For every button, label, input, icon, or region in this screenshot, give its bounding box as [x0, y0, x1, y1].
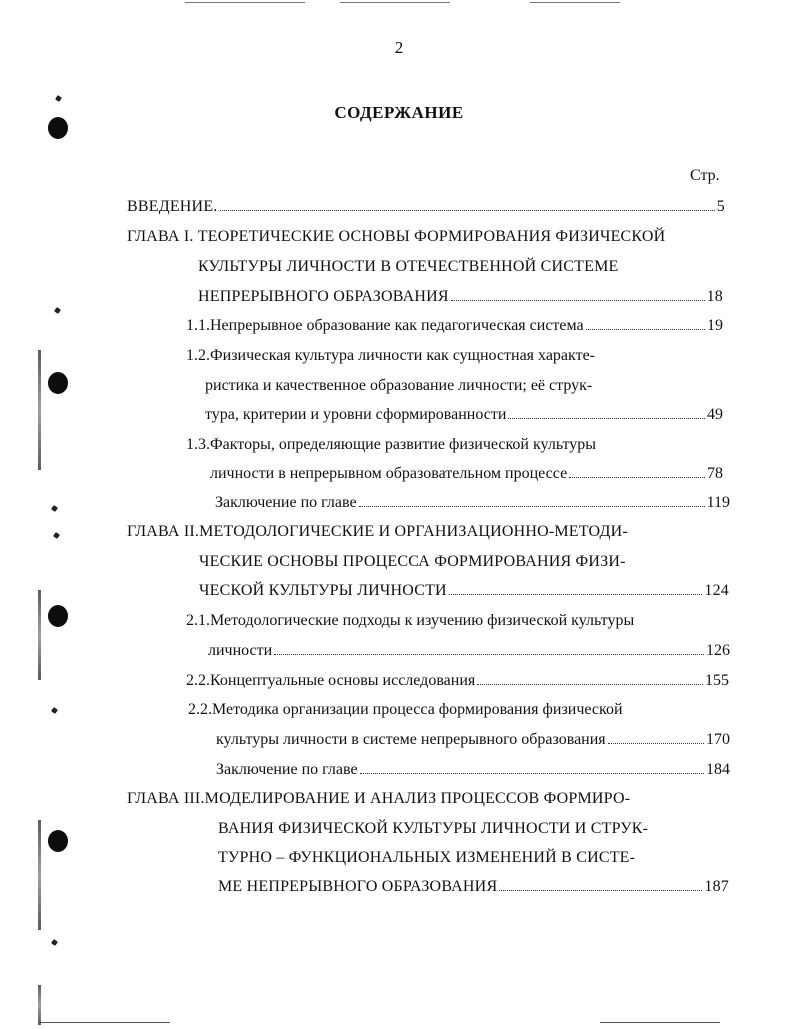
scan-speck	[54, 307, 61, 314]
toc-page-number: 184	[706, 761, 730, 778]
toc-entry-text: МЕ НЕПРЕРЫВНОГО ОБРАЗОВАНИЯ	[218, 878, 498, 895]
scan-speck	[55, 95, 62, 102]
page-number: 2	[394, 38, 404, 57]
scan-artifact-line	[185, 2, 305, 3]
toc-chapter-2-line-2[interactable]: ЧЕСКИЕ ОСНОВЫ ПРОЦЕССА ФОРМИРОВАНИЯ ФИЗИ-	[199, 553, 626, 570]
dot-leader	[499, 890, 702, 891]
toc-chapter-3-line-1[interactable]: ГЛАВА III.МОДЕЛИРОВАНИЕ И АНАЛИЗ ПРОЦЕССОВ ФОРМИРО-	[127, 790, 631, 807]
dot-leader	[359, 506, 705, 507]
dot-leader	[451, 300, 705, 301]
scan-speck	[51, 707, 58, 714]
toc-page-number: 5	[716, 198, 725, 215]
toc-entry-text: ЧЕСКОЙ КУЛЬТУРЫ ЛИЧНОСТИ	[199, 582, 447, 599]
toc-chapter-2-line-1[interactable]: ГЛАВА II.МЕТОДОЛОГИЧЕСКИЕ И ОРГАНИЗАЦИОННО-МЕТОДИ-	[127, 523, 628, 540]
dot-leader	[477, 684, 703, 685]
scan-artifact-line	[530, 2, 620, 3]
toc-entry-text: Заключение по главе	[216, 761, 358, 778]
margin-streak	[38, 350, 41, 470]
toc-chapter-1-line-2[interactable]: КУЛЬТУРЫ ЛИЧНОСТИ В ОТЕЧЕСТВЕННОЙ СИСТЕМЕ	[198, 258, 619, 275]
toc-chapter-3-line-3[interactable]: ТУРНО – ФУНКЦИОНАЛЬНЫХ ИЗМЕНЕНИЙ В СИСТЕ-	[218, 849, 636, 866]
dot-leader	[608, 743, 704, 744]
margin-streak	[38, 590, 41, 680]
toc-page-number: 18	[706, 288, 723, 305]
toc-page-number: 124	[704, 582, 729, 599]
toc-chapter-2-conclusion[interactable]	[216, 760, 730, 780]
toc-page-number: 170	[706, 731, 730, 748]
toc-section-1-2-line-2[interactable]: ристика и качественное образование личности; её струк-	[205, 377, 593, 394]
toc-entry-text: тура, критерии и уровни сформированности	[205, 406, 507, 423]
margin-streak	[38, 985, 41, 1025]
margin-streak	[38, 820, 41, 930]
scan-speck	[51, 505, 58, 512]
page-title: СОДЕРЖАНИЕ	[334, 103, 464, 122]
dot-leader	[360, 773, 704, 774]
toc-page-number: 155	[705, 672, 729, 689]
toc-section-2-1-line-1[interactable]: 2.1.Методологические подходы к изучению физической культуры	[186, 612, 635, 629]
toc-section-2-1-line-2[interactable]	[208, 641, 730, 661]
binding-hole-mark	[48, 830, 68, 852]
toc-chapter-1-line-1[interactable]: ГЛАВА I. ТЕОРЕТИЧЕСКИЕ ОСНОВЫ ФОРМИРОВАНИЯ ФИЗИЧЕСКОЙ	[127, 228, 666, 245]
dot-leader	[449, 594, 703, 595]
scan-artifact-line	[600, 1022, 720, 1023]
toc-chapter-1-conclusion[interactable]	[215, 493, 730, 513]
toc-section-1-3-line-2[interactable]	[210, 464, 723, 484]
toc-section-1-1[interactable]	[186, 316, 723, 336]
dot-leader	[220, 210, 715, 211]
page-column-label: Стр.	[690, 167, 720, 184]
toc-chapter-2-line-3[interactable]	[199, 581, 729, 601]
toc-entry-text: личности в непрерывном образовательном процессе	[210, 465, 568, 482]
scan-artifact-line	[340, 2, 450, 3]
scan-speck	[53, 532, 60, 539]
toc-page-number: 187	[704, 878, 729, 895]
toc-entry-text: культуры личности в системе непрерывного образования	[216, 731, 606, 748]
binding-hole-mark	[48, 372, 68, 394]
dot-leader	[586, 329, 705, 330]
toc-page-number: 19	[707, 317, 723, 334]
toc-chapter-3-line-4[interactable]	[218, 877, 729, 897]
dot-leader	[569, 477, 705, 478]
toc-section-1-2-line-3[interactable]	[205, 405, 723, 425]
toc-section-2-3-line-2[interactable]	[216, 730, 730, 750]
toc-entry-text: 2.2.Концептуальные основы исследования	[186, 672, 476, 689]
toc-entry-text: НЕПРЕРЫВНОГО ОБРАЗОВАНИЯ	[198, 288, 449, 305]
toc-section-1-3-line-1[interactable]: 1.3.Факторы, определяющие развитие физической культуры	[186, 436, 597, 453]
toc-section-2-3-line-1[interactable]: 2.2.Методика организации процесса формирования физической	[188, 701, 623, 718]
dot-leader	[508, 418, 705, 419]
toc-entry-text: Заключение по главе	[215, 494, 357, 511]
dot-leader	[274, 654, 704, 655]
toc-chapter-1-line-3[interactable]	[198, 287, 723, 307]
toc-entry-text: ВВЕДЕНИЕ.	[127, 198, 218, 215]
scan-artifact-line	[40, 1022, 170, 1023]
scan-speck	[51, 939, 58, 946]
toc-entry-text: 1.1.Непрерывное образование как педагогическая система	[186, 317, 584, 334]
toc-page-number: 119	[706, 494, 730, 511]
toc-entry-text: личности	[208, 642, 273, 659]
binding-hole-mark	[48, 605, 68, 627]
toc-chapter-3-line-2[interactable]: ВАНИЯ ФИЗИЧЕСКОЙ КУЛЬТУРЫ ЛИЧНОСТИ И СТРУК-	[218, 820, 649, 837]
toc-page-number: 49	[707, 406, 723, 423]
toc-entry-intro[interactable]	[127, 197, 725, 217]
toc-section-1-2-line-1[interactable]: 1.2.Физическая культура личности как сущностная характе-	[186, 347, 596, 364]
toc-page-number: 126	[706, 642, 730, 659]
toc-section-2-2[interactable]	[186, 671, 729, 691]
toc-page-number: 78	[707, 465, 723, 482]
